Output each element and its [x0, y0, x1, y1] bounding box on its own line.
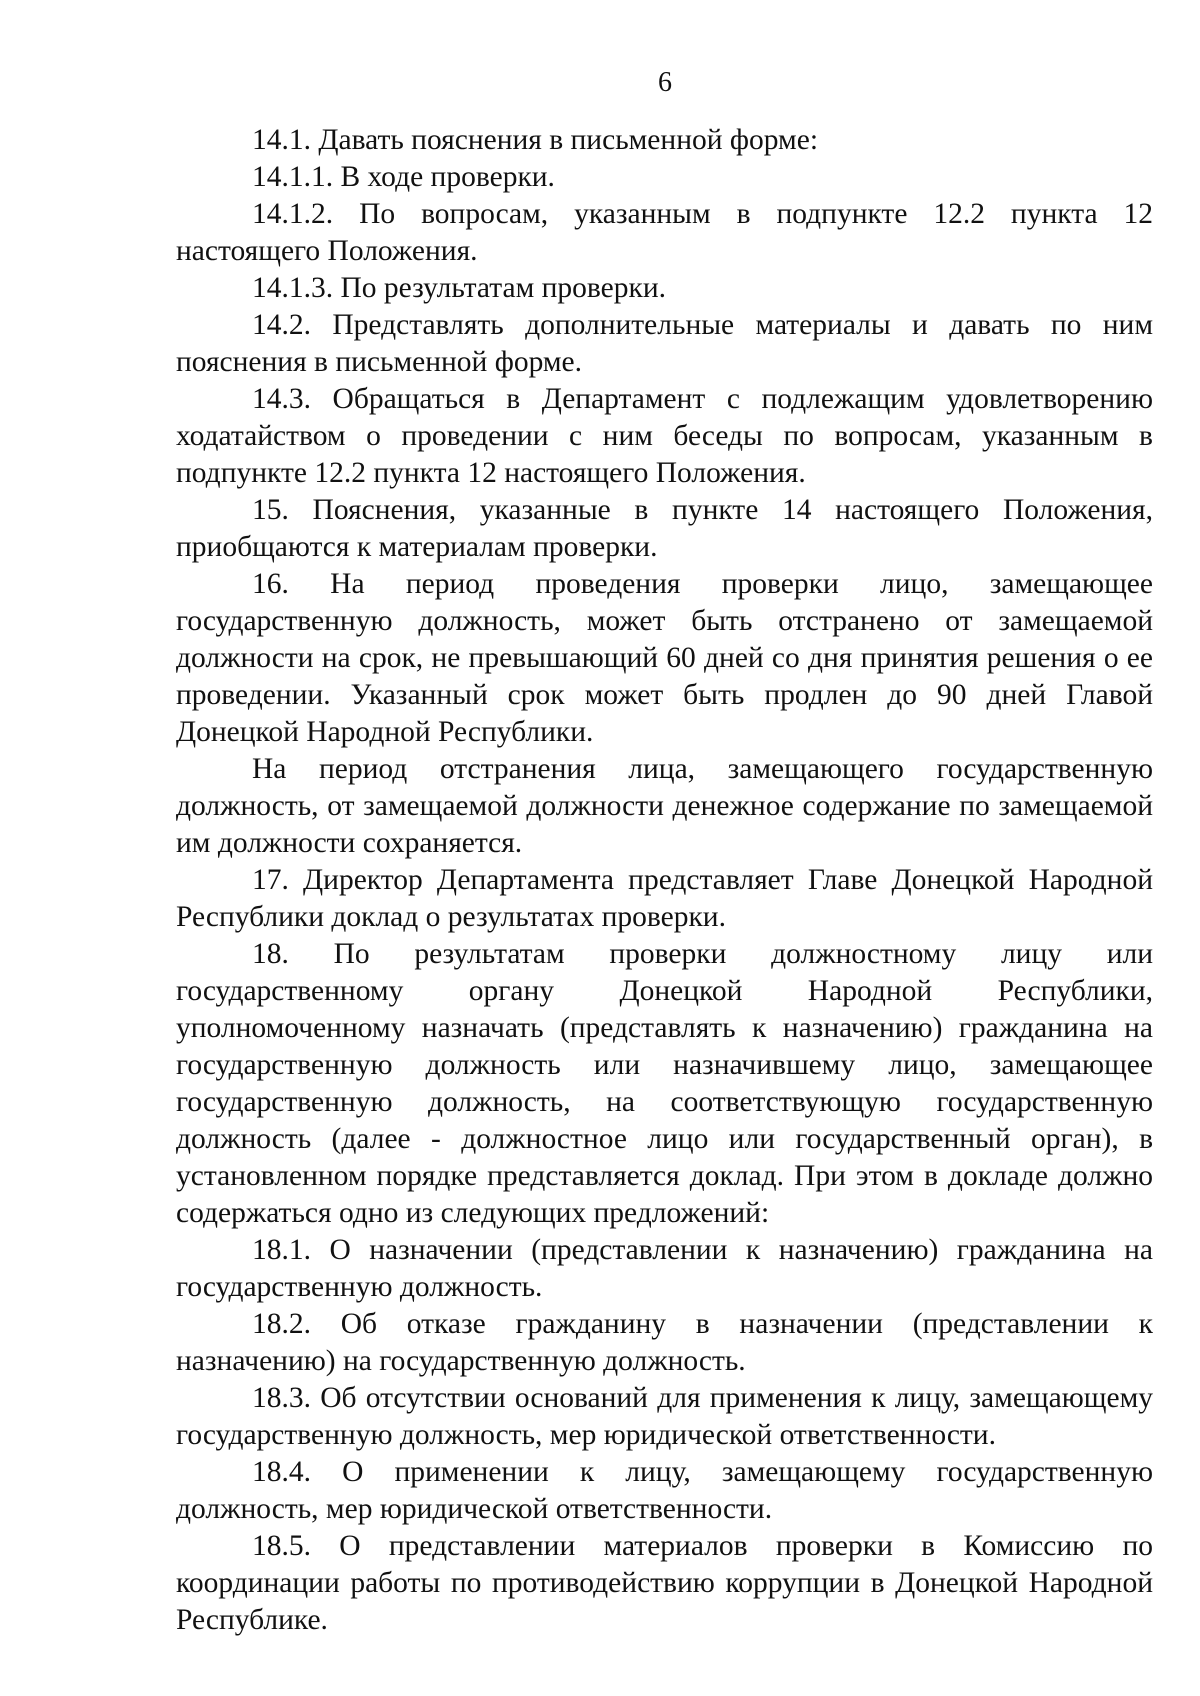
paragraph-16: 16. На период проведения проверки лицо, замещающее государственную должность, может быть отстранено от замещаемой должности на срок, не превышающий 60 дней со дня принятия решения о ее проведении. Указанный срок может быть продлен до 90 дней Главой Донецкой Народной Республики. [176, 568, 1153, 748]
paragraph-14-1-2: 14.1.2. По вопросам, указанным в подпункте 12.2 пункта 12 настоящего Положения. [176, 198, 1153, 267]
paragraph-18-5: 18.5. О представлении материалов проверки в Комиссию по координации работы по противодействию коррупции в Донецкой Народной Республике. [176, 1530, 1153, 1636]
paragraph-14-2: 14.2. Представлять дополнительные материалы и давать по ним пояснения в письменной форме. [176, 309, 1153, 378]
paragraph-14-1: 14.1. Давать пояснения в письменной форме: [252, 124, 819, 156]
paragraph-18-4: 18.4. О применении к лицу, замещающему государственную должность, мер юридической ответственности. [176, 1456, 1153, 1525]
paragraph-16-continued: На период отстранения лица, замещающего государственную должность, от замещаемой должности денежное содержание по замещаемой им должности сохраняется. [176, 753, 1153, 859]
document-body [176, 122, 1153, 1639]
paragraph-14-1-3: 14.1.3. По результатам проверки. [252, 272, 667, 304]
paragraph-14-1-1: 14.1.1. В ходе проверки. [252, 161, 555, 193]
paragraph-18: 18. По результатам проверки должностному лицу или государственному органу Донецкой Народной Республики, уполномоченному назначать (представлять к назначению) гражданина на государственную должность или назначившему лицо, замещающее государственную должность, на соответствующую государственную должность (далее - должностное лицо или государственный орган), в установленном порядке представляется доклад. При этом в докладе должно содержаться одно из следующих предложений: [176, 938, 1153, 1229]
paragraph-15: 15. Пояснения, указанные в пункте 14 настоящего Положения, приобщаются к материалам проверки. [176, 494, 1153, 563]
paragraph-18-3: 18.3. Об отсутствии оснований для применения к лицу, замещающему государственную должность, мер юридической ответственности. [176, 1382, 1153, 1451]
page-number: 6 [658, 67, 672, 98]
paragraph-17: 17. Директор Департамента представляет Главе Донецкой Народной Республики доклад о результатах проверки. [176, 864, 1153, 933]
paragraph-14-3: 14.3. Обращаться в Департамент с подлежащим удовлетворению ходатайством о проведении с ним беседы по вопросам, указанным в подпункте 12.2 пункта 12 настоящего Положения. [176, 383, 1153, 489]
paragraph-18-2: 18.2. Об отказе гражданину в назначении (представлении к назначению) на государственную должность. [176, 1308, 1153, 1377]
paragraph-18-1: 18.1. О назначении (представлении к назначению) гражданина на государственную должность. [176, 1234, 1153, 1303]
